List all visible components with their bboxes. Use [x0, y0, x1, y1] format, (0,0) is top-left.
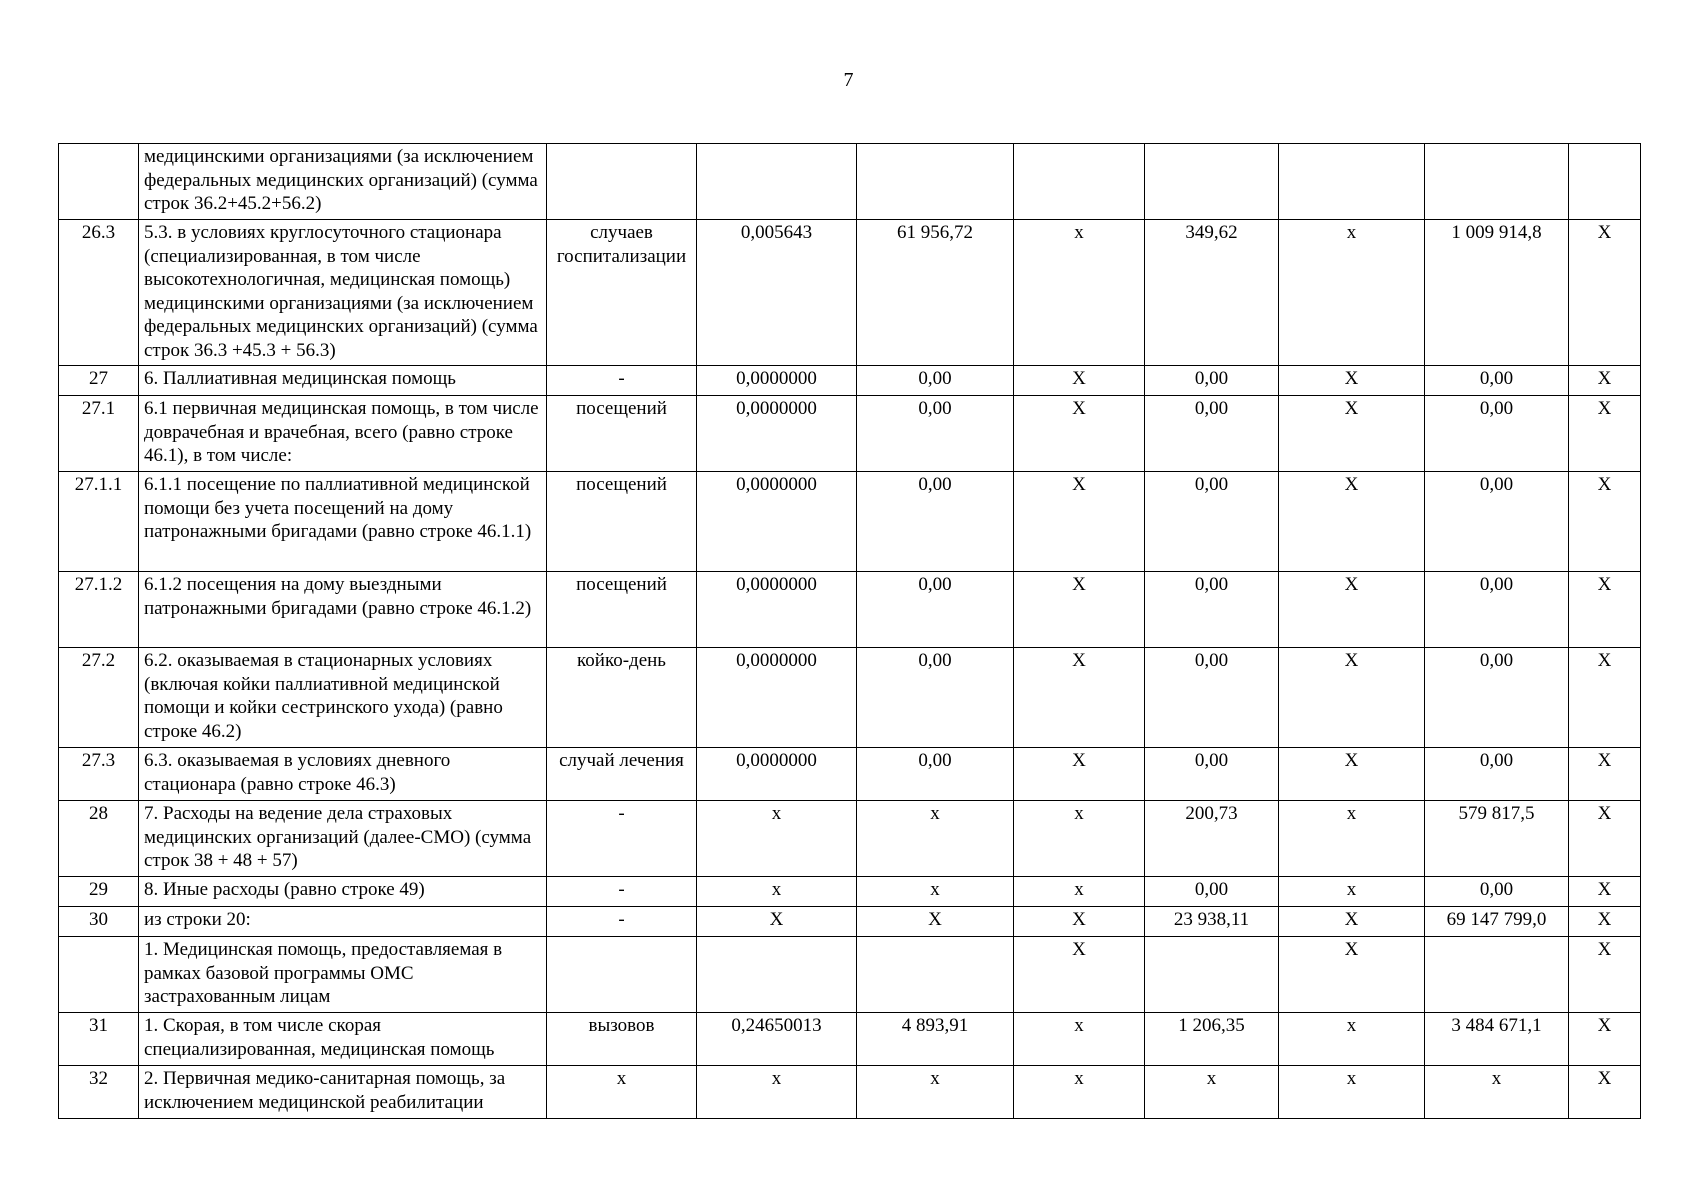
value-cell-7: X: [1569, 907, 1641, 937]
value-cell-6: 0,00: [1425, 366, 1569, 396]
value-cell-7: [1569, 144, 1641, 220]
value-cell-1: X: [697, 907, 857, 937]
value-cell-4: 0,00: [1145, 572, 1279, 648]
value-cell-1: х: [697, 801, 857, 877]
indicator-name-cell: медицинскими организациями (за исключением федеральных медицинских организаций) (сумма строк 36.2+45.2+56.2): [139, 144, 547, 220]
value-cell-4: 1 206,35: [1145, 1013, 1279, 1066]
row-number-cell: 28: [59, 801, 139, 877]
value-cell-3: х: [1014, 877, 1145, 907]
indicator-name-cell: 5.3. в условиях круглосуточного стационара (специализированная, в том числе высокотехнологичная, медицинская помощь) медицинскими организациями (за исключением федеральных медицинских организаций) (сумма строк 36.3 +45.3 + 56.3): [139, 220, 547, 366]
value-cell-6: 0,00: [1425, 648, 1569, 748]
row-number-cell: [59, 937, 139, 1013]
unit-cell: [547, 144, 697, 220]
value-cell-2: 61 956,72: [857, 220, 1014, 366]
row-number-cell: 30: [59, 907, 139, 937]
value-cell-4: 0,00: [1145, 877, 1279, 907]
unit-cell: вызовов: [547, 1013, 697, 1066]
value-cell-1: [697, 937, 857, 1013]
value-cell-2: 0,00: [857, 648, 1014, 748]
row-number-cell: 27: [59, 366, 139, 396]
value-cell-5: [1279, 144, 1425, 220]
value-cell-4: 0,00: [1145, 748, 1279, 801]
value-cell-6: 69 147 799,0: [1425, 907, 1569, 937]
value-cell-4: 200,73: [1145, 801, 1279, 877]
unit-cell: х: [547, 1066, 697, 1119]
unit-cell: посещений: [547, 572, 697, 648]
value-cell-3: X: [1014, 572, 1145, 648]
table-body: [59, 144, 1641, 1119]
value-cell-7: X: [1569, 1013, 1641, 1066]
row-number-cell: [59, 144, 139, 220]
value-cell-1: 0,0000000: [697, 366, 857, 396]
table-row: [59, 366, 1641, 396]
value-cell-6: 0,00: [1425, 748, 1569, 801]
value-cell-7: X: [1569, 648, 1641, 748]
value-cell-4: 0,00: [1145, 366, 1279, 396]
indicator-name-cell: 6.1.1 посещение по паллиативной медицинской помощи без учета посещений на дому патронажными бригадами (равно строке 46.1.1): [139, 472, 547, 572]
value-cell-5: X: [1279, 748, 1425, 801]
value-cell-2: х: [857, 1066, 1014, 1119]
unit-cell: -: [547, 907, 697, 937]
row-number-cell: 31: [59, 1013, 139, 1066]
row-number-cell: 29: [59, 877, 139, 907]
value-cell-6: 0,00: [1425, 396, 1569, 472]
value-cell-2: 0,00: [857, 396, 1014, 472]
row-number-cell: 32: [59, 1066, 139, 1119]
value-cell-5: X: [1279, 396, 1425, 472]
row-number-cell: 27.3: [59, 748, 139, 801]
value-cell-1: х: [697, 1066, 857, 1119]
indicator-name-cell: 7. Расходы на ведение дела страховых медицинских организаций (далее-СМО) (сумма строк 38 + 48 + 57): [139, 801, 547, 877]
value-cell-3: X: [1014, 748, 1145, 801]
value-cell-4: 0,00: [1145, 396, 1279, 472]
value-cell-2: 0,00: [857, 366, 1014, 396]
value-cell-5: х: [1279, 1013, 1425, 1066]
value-cell-4: 23 938,11: [1145, 907, 1279, 937]
indicator-name-cell: 1. Скорая, в том числе скорая специализированная, медицинская помощь: [139, 1013, 547, 1066]
table-row: [59, 907, 1641, 937]
value-cell-1: 0,0000000: [697, 396, 857, 472]
unit-cell: -: [547, 877, 697, 907]
unit-cell: посещений: [547, 472, 697, 572]
row-number-cell: 27.1.2: [59, 572, 139, 648]
value-cell-2: 0,00: [857, 572, 1014, 648]
value-cell-6: [1425, 144, 1569, 220]
value-cell-5: X: [1279, 472, 1425, 572]
value-cell-3: X: [1014, 937, 1145, 1013]
value-cell-1: 0,005643: [697, 220, 857, 366]
value-cell-3: X: [1014, 366, 1145, 396]
value-cell-6: 3 484 671,1: [1425, 1013, 1569, 1066]
value-cell-4: 0,00: [1145, 648, 1279, 748]
value-cell-3: X: [1014, 396, 1145, 472]
table-row: [59, 396, 1641, 472]
value-cell-5: X: [1279, 648, 1425, 748]
unit-cell: случаев госпитализации: [547, 220, 697, 366]
value-cell-5: х: [1279, 1066, 1425, 1119]
value-cell-1: 0,0000000: [697, 572, 857, 648]
value-cell-2: X: [857, 907, 1014, 937]
table-row: [59, 937, 1641, 1013]
value-cell-3: [1014, 144, 1145, 220]
unit-cell: койко-день: [547, 648, 697, 748]
table-row: [59, 472, 1641, 572]
table-row: [59, 748, 1641, 801]
row-number-cell: 27.1: [59, 396, 139, 472]
value-cell-2: 4 893,91: [857, 1013, 1014, 1066]
value-cell-7: X: [1569, 748, 1641, 801]
value-cell-3: X: [1014, 472, 1145, 572]
value-cell-3: X: [1014, 648, 1145, 748]
value-cell-7: X: [1569, 572, 1641, 648]
value-cell-2: [857, 144, 1014, 220]
value-cell-7: X: [1569, 877, 1641, 907]
unit-cell: [547, 937, 697, 1013]
unit-cell: случай лечения: [547, 748, 697, 801]
value-cell-3: х: [1014, 1013, 1145, 1066]
value-cell-6: 0,00: [1425, 877, 1569, 907]
table-row: [59, 220, 1641, 366]
value-cell-7: X: [1569, 937, 1641, 1013]
value-cell-4: 349,62: [1145, 220, 1279, 366]
value-cell-4: 0,00: [1145, 472, 1279, 572]
indicator-name-cell: 8. Иные расходы (равно строке 49): [139, 877, 547, 907]
row-number-cell: 26.3: [59, 220, 139, 366]
indicator-name-cell: 6.2. оказываемая в стационарных условиях (включая койки паллиативной медицинской помощи и койки сестринского ухода) (равно строке 46.2): [139, 648, 547, 748]
indicator-name-cell: 2. Первичная медико-санитарная помощь, за исключением медицинской реабилитации: [139, 1066, 547, 1119]
value-cell-3: х: [1014, 801, 1145, 877]
value-cell-2: х: [857, 801, 1014, 877]
financing-table: [58, 143, 1641, 1119]
value-cell-3: X: [1014, 907, 1145, 937]
table-row: [59, 1066, 1641, 1119]
value-cell-5: X: [1279, 907, 1425, 937]
indicator-name-cell: 6.1 первичная медицинская помощь, в том числе доврачебная и врачебная, всего (равно строке 46.1), в том числе:: [139, 396, 547, 472]
value-cell-2: [857, 937, 1014, 1013]
indicator-name-cell: из строки 20:: [139, 907, 547, 937]
value-cell-2: 0,00: [857, 748, 1014, 801]
value-cell-1: 0,0000000: [697, 472, 857, 572]
value-cell-2: 0,00: [857, 472, 1014, 572]
value-cell-6: х: [1425, 1066, 1569, 1119]
unit-cell: -: [547, 366, 697, 396]
table-row: [59, 648, 1641, 748]
value-cell-2: х: [857, 877, 1014, 907]
table-row: [59, 144, 1641, 220]
value-cell-1: 0,0000000: [697, 648, 857, 748]
value-cell-4: х: [1145, 1066, 1279, 1119]
value-cell-5: х: [1279, 877, 1425, 907]
value-cell-7: X: [1569, 220, 1641, 366]
value-cell-6: 1 009 914,8: [1425, 220, 1569, 366]
value-cell-5: х: [1279, 220, 1425, 366]
table-row: [59, 1013, 1641, 1066]
table-row: [59, 801, 1641, 877]
value-cell-5: X: [1279, 572, 1425, 648]
value-cell-3: х: [1014, 1066, 1145, 1119]
value-cell-1: [697, 144, 857, 220]
value-cell-4: [1145, 144, 1279, 220]
indicator-name-cell: 6. Паллиативная медицинская помощь: [139, 366, 547, 396]
value-cell-1: х: [697, 877, 857, 907]
value-cell-6: 0,00: [1425, 472, 1569, 572]
row-number-cell: 27.2: [59, 648, 139, 748]
table-row: [59, 572, 1641, 648]
value-cell-4: [1145, 937, 1279, 1013]
value-cell-1: 0,0000000: [697, 748, 857, 801]
value-cell-5: X: [1279, 366, 1425, 396]
value-cell-5: х: [1279, 801, 1425, 877]
indicator-name-cell: 1. Медицинская помощь, предоставляемая в рамках базовой программы ОМС застрахованным лицам: [139, 937, 547, 1013]
value-cell-7: X: [1569, 472, 1641, 572]
indicator-name-cell: 6.1.2 посещения на дому выездными патронажными бригадами (равно строке 46.1.2): [139, 572, 547, 648]
row-number-cell: 27.1.1: [59, 472, 139, 572]
unit-cell: посещений: [547, 396, 697, 472]
value-cell-7: X: [1569, 396, 1641, 472]
value-cell-7: X: [1569, 366, 1641, 396]
value-cell-1: 0,24650013: [697, 1013, 857, 1066]
page-number: 7: [843, 69, 854, 91]
value-cell-5: X: [1279, 937, 1425, 1013]
value-cell-7: X: [1569, 1066, 1641, 1119]
unit-cell: -: [547, 801, 697, 877]
value-cell-6: 579 817,5: [1425, 801, 1569, 877]
value-cell-7: X: [1569, 801, 1641, 877]
value-cell-6: 0,00: [1425, 572, 1569, 648]
value-cell-3: х: [1014, 220, 1145, 366]
indicator-name-cell: 6.3. оказываемая в условиях дневного стационара (равно строке 46.3): [139, 748, 547, 801]
table-row: [59, 877, 1641, 907]
value-cell-6: [1425, 937, 1569, 1013]
